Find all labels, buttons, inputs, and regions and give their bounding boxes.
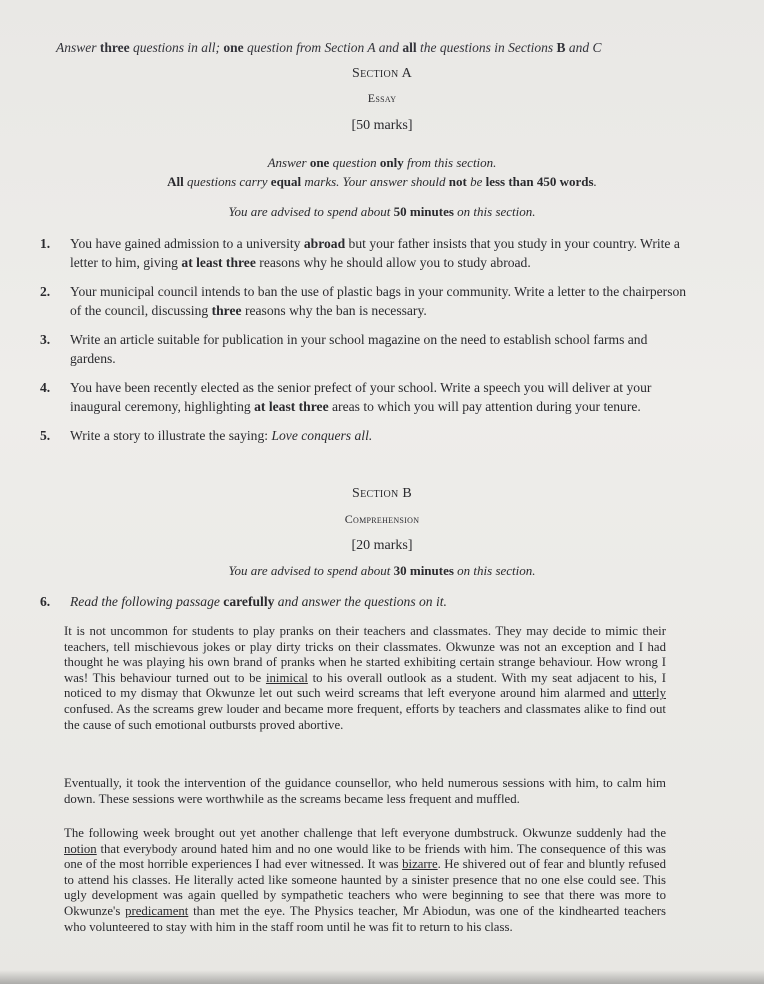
question-number: 6. bbox=[40, 594, 51, 609]
note-text: . bbox=[593, 174, 597, 189]
instr-bold: all bbox=[402, 40, 417, 55]
instr-text: question bbox=[243, 40, 297, 55]
section-b-subtitle: Comprehension bbox=[344, 512, 420, 526]
section-b-marks: [20 marks] bbox=[351, 538, 413, 553]
question-text bbox=[70, 282, 690, 320]
instr-text: the questions in Sections bbox=[416, 40, 557, 55]
instr-bold: one bbox=[223, 40, 244, 55]
note-bold: All bbox=[167, 174, 184, 189]
question-text: Write an article suitable for publication in your school magazine on the need to establish school farms and gardens. bbox=[70, 332, 648, 366]
question-number: 5. bbox=[40, 428, 51, 443]
question-text-bold: at least three bbox=[254, 399, 329, 414]
question-text-part: Your municipal council intends to ban the use of plastic bags in your community. Write a letter to the chairperson of the council, discussing bbox=[70, 284, 687, 318]
note-text: on this section. bbox=[453, 563, 536, 578]
question-number: 2. bbox=[40, 284, 51, 299]
section-a-note-3 bbox=[0, 204, 764, 220]
question-number: 4. bbox=[40, 380, 51, 395]
passage-paragraph-2: Eventually, it took the intervention of the guidance counsellor, who held numerous sessions with him, to calm him down. These sessions were worthwhile as the screams became less frequent and muffled. bbox=[64, 776, 666, 806]
section-a-title: Section A bbox=[352, 66, 412, 81]
passage-text: confused. As the screams grew louder and became more frequent, efforts by teachers and classmates alike to find out the cause of such emotional outbursts proved abortive. bbox=[64, 701, 666, 732]
note-text: on this section. bbox=[453, 204, 536, 219]
underlined-word: utterly bbox=[632, 686, 666, 701]
question-text-part: reasons why he should allow you to study abroad. bbox=[255, 255, 531, 270]
passage-text: to his overall outlook as a student. With my seat adjacent to his, I noticed to my dismay that Okwunze let out such weird screams that left everyone around him alarmed and bbox=[64, 670, 666, 701]
question-number: 1. bbox=[40, 236, 51, 251]
note-text: You are advised to spend about bbox=[228, 204, 394, 219]
passage-text: It is not uncommon for students to play pranks on their teachers and classmates. They may decide to mimic their teachers, tell mischievous jokes or play dirty tricks on their classmates. Okwunze was not an exception and I had thought he was playing his own brand of pranks when he started exhibiting certain strange behaviour. How wrong I was! This behaviour turned out to be bbox=[64, 624, 666, 685]
question-text-part: but your father insists that you study in your country. Write a letter to him, giving bbox=[70, 236, 680, 270]
passage-paragraph-1 bbox=[64, 624, 666, 733]
underlined-word: predicament bbox=[125, 903, 189, 918]
instr-text: and bbox=[378, 40, 403, 55]
underlined-word: inimical bbox=[265, 670, 308, 685]
passage-text: that everybody around hated him and no one would like to be friends with him. The consequence of this was one of the most horrible experiences I had ever witnessed. It was bbox=[64, 841, 666, 872]
note-text: marks. Your answer should bbox=[301, 174, 449, 189]
question-text-part: Read the following passage bbox=[70, 594, 224, 609]
instr-text: questions bbox=[129, 40, 188, 55]
instr-text: Answer bbox=[56, 40, 100, 55]
note-bold: not bbox=[448, 174, 467, 189]
question-text bbox=[70, 594, 447, 610]
question-text-bold: at least three bbox=[181, 255, 256, 270]
instr-text: in all bbox=[187, 40, 216, 55]
passage-text: . He shivered out of fear and bluntly refused to attend his classes. He literally acted like someone haunted by a sinister presence that no one else could see. This ugly development was again quelled by sympathetic teachers who were beginning to see that there was more to Okwunze's bbox=[64, 857, 667, 918]
question-text bbox=[70, 378, 690, 416]
note-text: from this section. bbox=[403, 155, 497, 170]
note-text: question bbox=[329, 155, 380, 170]
question-text bbox=[70, 234, 690, 272]
section-a-subtitle: Essay bbox=[367, 91, 397, 105]
question-item bbox=[40, 282, 690, 320]
note-text: Answer bbox=[267, 155, 310, 170]
question-text-bold: abroad bbox=[303, 236, 346, 251]
general-instructions bbox=[56, 40, 736, 56]
instr-text: from Section A bbox=[296, 40, 379, 55]
question-text-part: and answer the questions on it. bbox=[274, 594, 447, 609]
passage-paragraph-3 bbox=[64, 826, 666, 935]
section-b-note bbox=[0, 563, 764, 579]
essay-question-list bbox=[40, 234, 690, 455]
question-item bbox=[40, 330, 690, 368]
note-bold: 50 minutes bbox=[393, 204, 454, 219]
question-text-part: Write a story to illustrate the saying: bbox=[70, 428, 272, 443]
instr-text: ; bbox=[215, 40, 224, 55]
section-a-note-2 bbox=[0, 174, 764, 190]
underlined-word: notion bbox=[64, 841, 97, 856]
passage-text: The following week brought out yet another challenge that left everyone dumbstruck. Okwunze suddenly had the bbox=[64, 826, 666, 840]
question-text-bold: carefully bbox=[223, 594, 275, 609]
note-bold: only bbox=[379, 155, 404, 170]
question-text bbox=[70, 426, 690, 445]
question-6 bbox=[40, 594, 447, 610]
underlined-word: bizarre bbox=[402, 857, 438, 872]
section-a-note-1 bbox=[0, 155, 764, 171]
note-bold: 30 minutes bbox=[393, 563, 454, 578]
note-text: be bbox=[466, 174, 486, 189]
note-text: You are advised to spend about bbox=[228, 563, 394, 578]
instr-bold: three bbox=[99, 40, 130, 55]
question-item bbox=[40, 426, 690, 445]
question-text-part: You have gained admission to a university bbox=[70, 236, 304, 251]
question-text-bold: three bbox=[211, 303, 242, 318]
question-item bbox=[40, 234, 690, 272]
question-text-part: areas to which you will pay attention during your tenure. bbox=[328, 399, 641, 414]
question-text-part: You have been recently elected as the senior prefect of your school. Write a speech you will deliver at your inaugural ceremony, highlighting bbox=[70, 380, 652, 414]
instr-bold: B bbox=[556, 40, 566, 55]
instr-text: and C bbox=[565, 40, 602, 55]
page-bottom-shadow bbox=[0, 970, 764, 984]
question-text-italic: Love conquers all. bbox=[271, 428, 373, 443]
note-text: questions carry bbox=[183, 174, 271, 189]
section-a-marks: [50 marks] bbox=[351, 118, 413, 133]
question-number: 3. bbox=[40, 332, 51, 347]
question-text-part: reasons why the ban is necessary. bbox=[241, 303, 427, 318]
question-item bbox=[40, 378, 690, 416]
note-bold: less than 450 words bbox=[485, 174, 594, 189]
note-bold: equal bbox=[270, 174, 302, 189]
note-bold: one bbox=[309, 155, 330, 170]
passage-text: than met the eye. The Physics teacher, Mr Abiodun, was one of the kindhearted teachers who volunteered to stay with him in the staff room until he was fit to return to his class. bbox=[64, 903, 666, 934]
section-b-title: Section B bbox=[352, 486, 412, 501]
